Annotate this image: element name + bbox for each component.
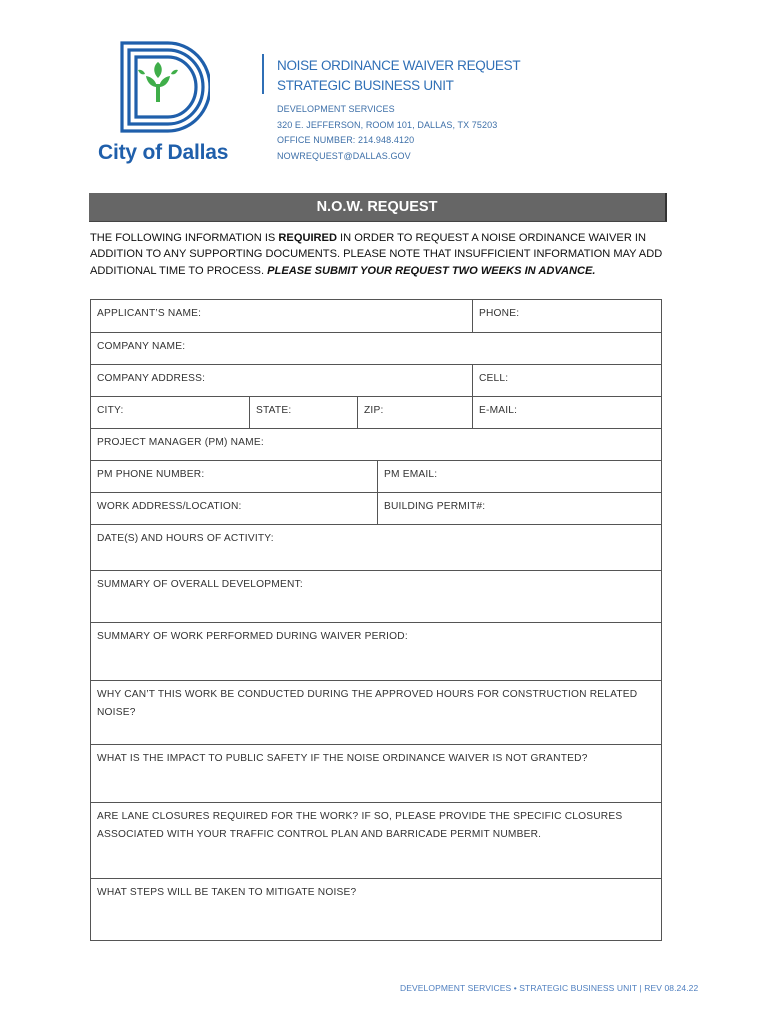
public-safety-impact-label: WHAT IS THE IMPACT TO PUBLIC SAFETY IF THE NOISE ORDINANCE WAIVER IS NOT GRANTED? [97, 753, 588, 764]
phone-label: PHONE: [479, 308, 520, 319]
form-title: NOISE ORDINANCE WAIVER REQUEST [277, 58, 521, 73]
why-cant-label-2: NOISE? [97, 707, 136, 718]
why-cant-field[interactable] [91, 681, 661, 745]
mitigate-noise-field[interactable] [91, 879, 661, 940]
contact-email: NOWREQUEST@DALLAS.GOV [277, 150, 411, 161]
section-banner [89, 193, 667, 222]
department-name: DEVELOPMENT SERVICES [277, 104, 395, 114]
building-permit-field[interactable] [377, 493, 661, 525]
pm-phone-label: PM PHONE NUMBER: [97, 469, 205, 480]
project-manager-field[interactable] [91, 429, 661, 461]
applicant-name-label: APPLICANT’S NAME: [97, 308, 202, 319]
form-row [91, 428, 661, 461]
department-address: 320 E. JEFFERSON, ROOM 101, DALLAS, TX 75203 [277, 119, 498, 130]
why-cant-label: WHY CAN’T THIS WORK BE CONDUCTED DURING THE APPROVED HOURS FOR CONSTRUCTION RELATED [97, 689, 638, 700]
company-address-field[interactable] [91, 365, 472, 397]
pm-phone-field[interactable] [91, 461, 377, 493]
state-field[interactable] [249, 397, 357, 429]
banner-title: N.O.W. REQUEST [316, 199, 438, 215]
summary-work-label: SUMMARY OF WORK PERFORMED DURING WAIVER PERIOD: [97, 631, 408, 642]
intro-text: THE FOLLOWING INFORMATION IS [90, 232, 279, 244]
lane-closures-field[interactable] [91, 803, 661, 879]
header-block [277, 56, 520, 164]
intro-emphasis: PLEASE SUBMIT YOUR REQUEST TWO WEEKS IN ADVANCE. [267, 264, 596, 277]
phone-field[interactable] [472, 300, 661, 332]
form-subtitle: STRATEGIC BUSINESS UNIT [277, 78, 454, 93]
logo-text: City of Dallas [98, 141, 229, 164]
form-row [91, 460, 661, 493]
dates-hours-field[interactable] [91, 525, 661, 571]
form-row [91, 878, 661, 940]
dallas-d-emblem-icon [118, 40, 210, 135]
company-address-label: COMPANY ADDRESS: [97, 373, 206, 384]
email-label: E-MAIL: [479, 405, 518, 416]
work-address-label: WORK ADDRESS/LOCATION: [97, 501, 242, 512]
city-of-dallas-logo [96, 40, 236, 165]
building-permit-label: BUILDING PERMIT#: [384, 501, 486, 512]
company-name-label: COMPANY NAME: [97, 341, 186, 352]
form-row [91, 622, 661, 681]
pm-email-label: PM EMAIL: [384, 469, 438, 480]
intro-required: REQUIRED [278, 232, 337, 244]
cell-label: CELL: [479, 373, 509, 384]
form-row [91, 680, 661, 745]
cell-field[interactable] [472, 365, 661, 397]
form-row [91, 332, 661, 365]
zip-label: ZIP: [364, 405, 384, 416]
city-label: CITY: [97, 405, 124, 416]
form-row [91, 744, 661, 803]
form-row [91, 524, 661, 571]
intro-paragraph [90, 230, 675, 279]
project-manager-label: PROJECT MANAGER (PM) NAME: [97, 437, 264, 448]
request-form [90, 299, 662, 941]
lane-closures-label-2: ASSOCIATED WITH YOUR TRAFFIC CONTROL PLAN AND BARRICADE PERMIT NUMBER. [97, 829, 542, 840]
summary-development-label: SUMMARY OF OVERALL DEVELOPMENT: [97, 579, 303, 590]
lane-closures-label: ARE LANE CLOSURES REQUIRED FOR THE WORK? IF SO, PLEASE PROVIDE THE SPECIFIC CLOSURES [97, 811, 623, 822]
state-label: STATE: [256, 405, 292, 416]
intro-text-2: IN ORDER TO REQUEST A NOISE ORDINANCE WAIVER IN ADDITION TO ANY SUPPORTING DOCUMENTS. PLEASE NOTE THAT INSUFFICIENT INFORMATION MAY ADD ADDITIONAL TIME TO PROCESS. [90, 232, 663, 277]
zip-field[interactable] [357, 397, 472, 429]
header-divider [262, 54, 264, 94]
dates-hours-label: DATE(S) AND HOURS OF ACTIVITY: [97, 533, 274, 544]
email-field[interactable] [472, 397, 661, 429]
form-row [91, 300, 661, 332]
form-row [91, 396, 661, 429]
applicant-name-field[interactable] [91, 300, 472, 332]
public-safety-impact-field[interactable] [91, 745, 661, 803]
company-name-field[interactable] [91, 333, 661, 365]
summary-work-field[interactable] [91, 623, 661, 681]
contact-info [277, 102, 520, 164]
form-row [91, 570, 661, 623]
form-row [91, 492, 661, 525]
work-address-field[interactable] [91, 493, 377, 525]
mitigate-noise-label: WHAT STEPS WILL BE TAKEN TO MITIGATE NOISE? [97, 887, 357, 898]
city-field[interactable] [91, 397, 249, 429]
office-number: OFFICE NUMBER: 214.948.4120 [277, 135, 415, 145]
form-row [91, 802, 661, 879]
page-footer: DEVELOPMENT SERVICES • STRATEGIC BUSINESS UNIT | REV 08.24.22 [400, 983, 699, 993]
form-row [91, 364, 661, 397]
summary-development-field[interactable] [91, 571, 661, 623]
pm-email-field[interactable] [377, 461, 661, 493]
